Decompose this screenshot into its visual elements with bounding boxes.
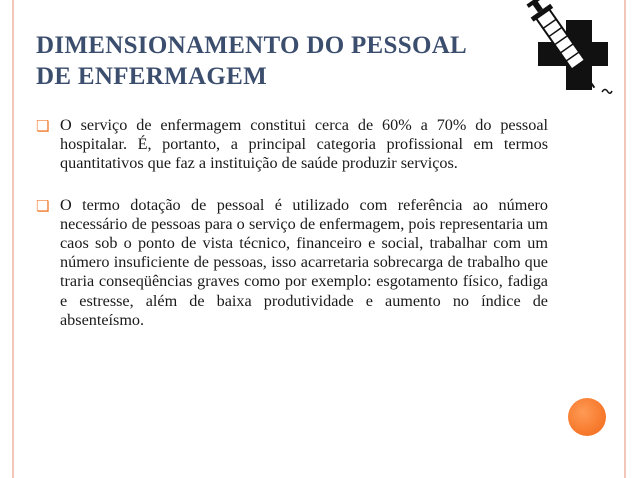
slide-title bbox=[36, 30, 556, 92]
syringe-cross-icon bbox=[516, 0, 620, 104]
bullet-text: O serviço de enfermagem constitui cerca de 60% a 70% do pessoal hospitalar. É, portanto, a principal categoria profissional em termos quantitativos que faz a instituição de saúde produzir serviços. bbox=[60, 116, 548, 173]
bullet-text: O termo dotação de pessoal é utilizado com referência ao número necessário de pessoas para o serviço de enfermagem, pois representaria um caos sob o ponto de vista técnico, financeiro e social, trabalhar com um número insuficiente de pessoas, isso acarretaria sobrecarga de trabalho que traria conseqüências graves como por exemplo: esgotamento físico, fadiga e estresse, além de baixa produtividade e aumento no índice de absenteísmo. bbox=[60, 195, 548, 329]
title-line-1: DIMENSIONAMENTO DO PESSOAL bbox=[36, 32, 468, 59]
bullet-list bbox=[36, 116, 548, 330]
bullet-item bbox=[36, 116, 548, 174]
hollow-box-bullet-icon: ❏ bbox=[36, 196, 50, 215]
hollow-box-bullet-icon: ❏ bbox=[36, 117, 50, 135]
bullet-item bbox=[36, 196, 548, 330]
accent-dot bbox=[568, 398, 606, 436]
title-line-2: DE ENFERMAGEM bbox=[36, 63, 267, 90]
